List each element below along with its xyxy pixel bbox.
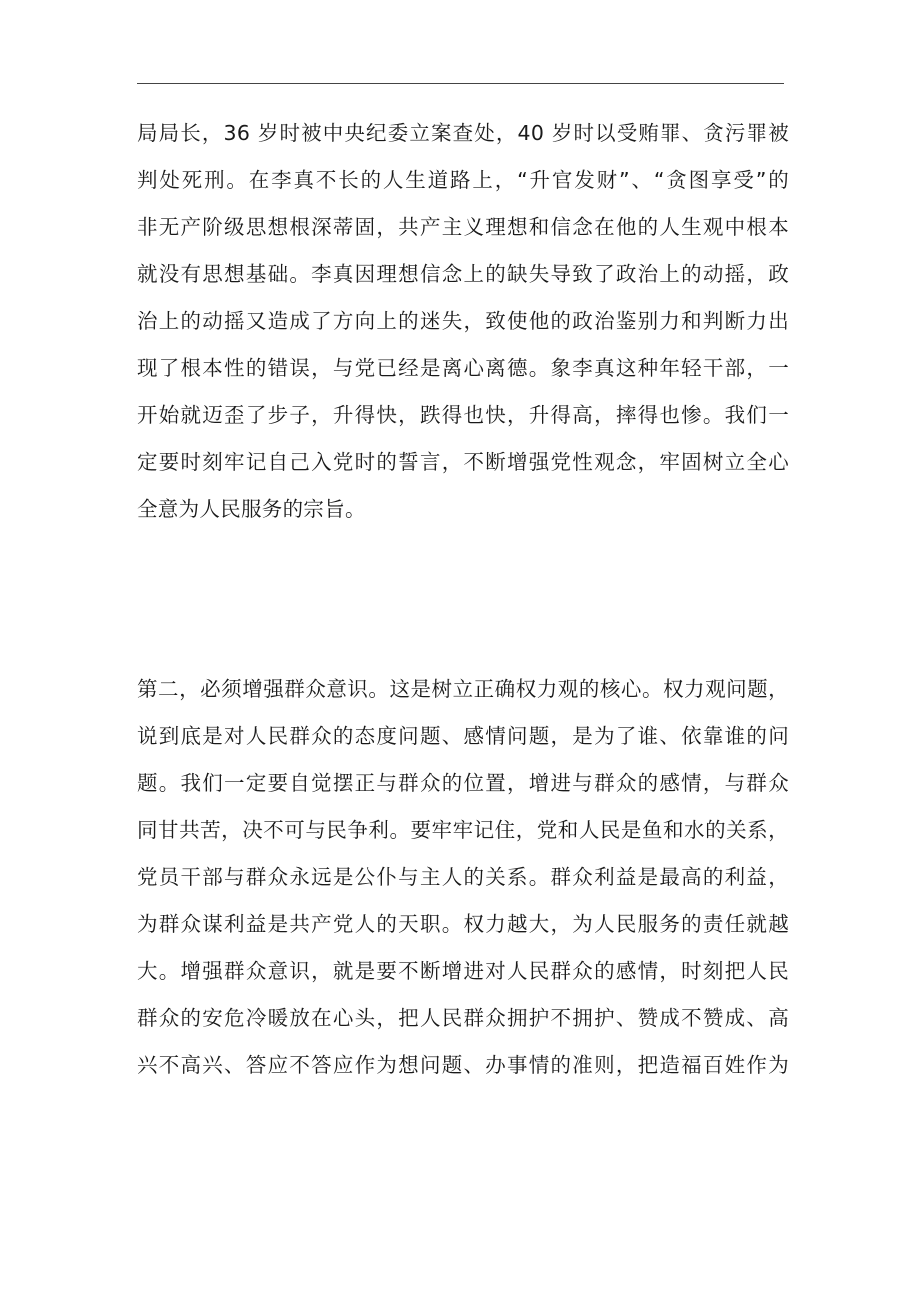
paragraph-line: 判处死刑。在李真不长的人生道路上，“升官发财”、“贪图享受”的 <box>137 168 789 192</box>
paragraph-line: 治上的动摇又造成了方向上的迷失，致使他的政治鉴别力和判断力出 <box>137 309 789 333</box>
paragraph-line: 说到底是对人民群众的态度问题、感情问题，是为了谁、依靠谁的问 <box>137 724 789 748</box>
paragraph-1 <box>137 110 789 533</box>
paragraph-line: 兴不高兴、答应不答应作为想问题、办事情的准则，把造福百姓作为 <box>137 1053 789 1077</box>
paragraph-line: 非无产阶级思想根深蒂固，共产主义理想和信念在他的人生观中根本 <box>137 215 789 239</box>
paragraph-line: 题。我们一定要自觉摆正与群众的位置，增进与群众的感情，与群众 <box>137 771 789 795</box>
paragraph-line: 定要时刻牢记自己入党时的誓言，不断增强党性观念，牢固树立全心 <box>137 450 789 474</box>
paragraph-line: 就没有思想基础。李真因理想信念上的缺失导致了政治上的动摇，政 <box>137 262 789 286</box>
paragraph-2 <box>137 666 789 1089</box>
paragraph-line: 局局长，36 岁时被中央纪委立案查处，40 岁时以受贿罪、贪污罪被 <box>137 121 789 145</box>
paragraph-line: 党员干部与群众永远是公仆与主人的关系。群众利益是最高的利益， <box>137 865 789 889</box>
paragraph-line: 开始就迈歪了步子，升得快，跌得也快，升得高，摔得也惨。我们一 <box>137 403 789 427</box>
header-rule <box>137 83 784 84</box>
paragraph-line: 现了根本性的错误，与党已经是离心离德。象李真这种年轻干部，一 <box>137 356 789 380</box>
paragraph-line: 群众的安危冷暖放在心头，把人民群众拥护不拥护、赞成不赞成、高 <box>137 1006 789 1030</box>
paragraph-line: 同甘共苦，决不可与民争利。要牢牢记住，党和人民是鱼和水的关系， <box>137 818 789 842</box>
paragraph-line: 大。增强群众意识，就是要不断增进对人民群众的感情，时刻把人民 <box>137 959 789 983</box>
paragraph-line: 全意为人民服务的宗旨。 <box>137 497 366 521</box>
paragraph-line: 第二，必须增强群众意识。这是树立正确权力观的核心。权力观问题， <box>137 677 789 701</box>
paragraph-line: 为群众谋利益是共产党人的天职。权力越大，为人民服务的责任就越 <box>137 912 789 936</box>
